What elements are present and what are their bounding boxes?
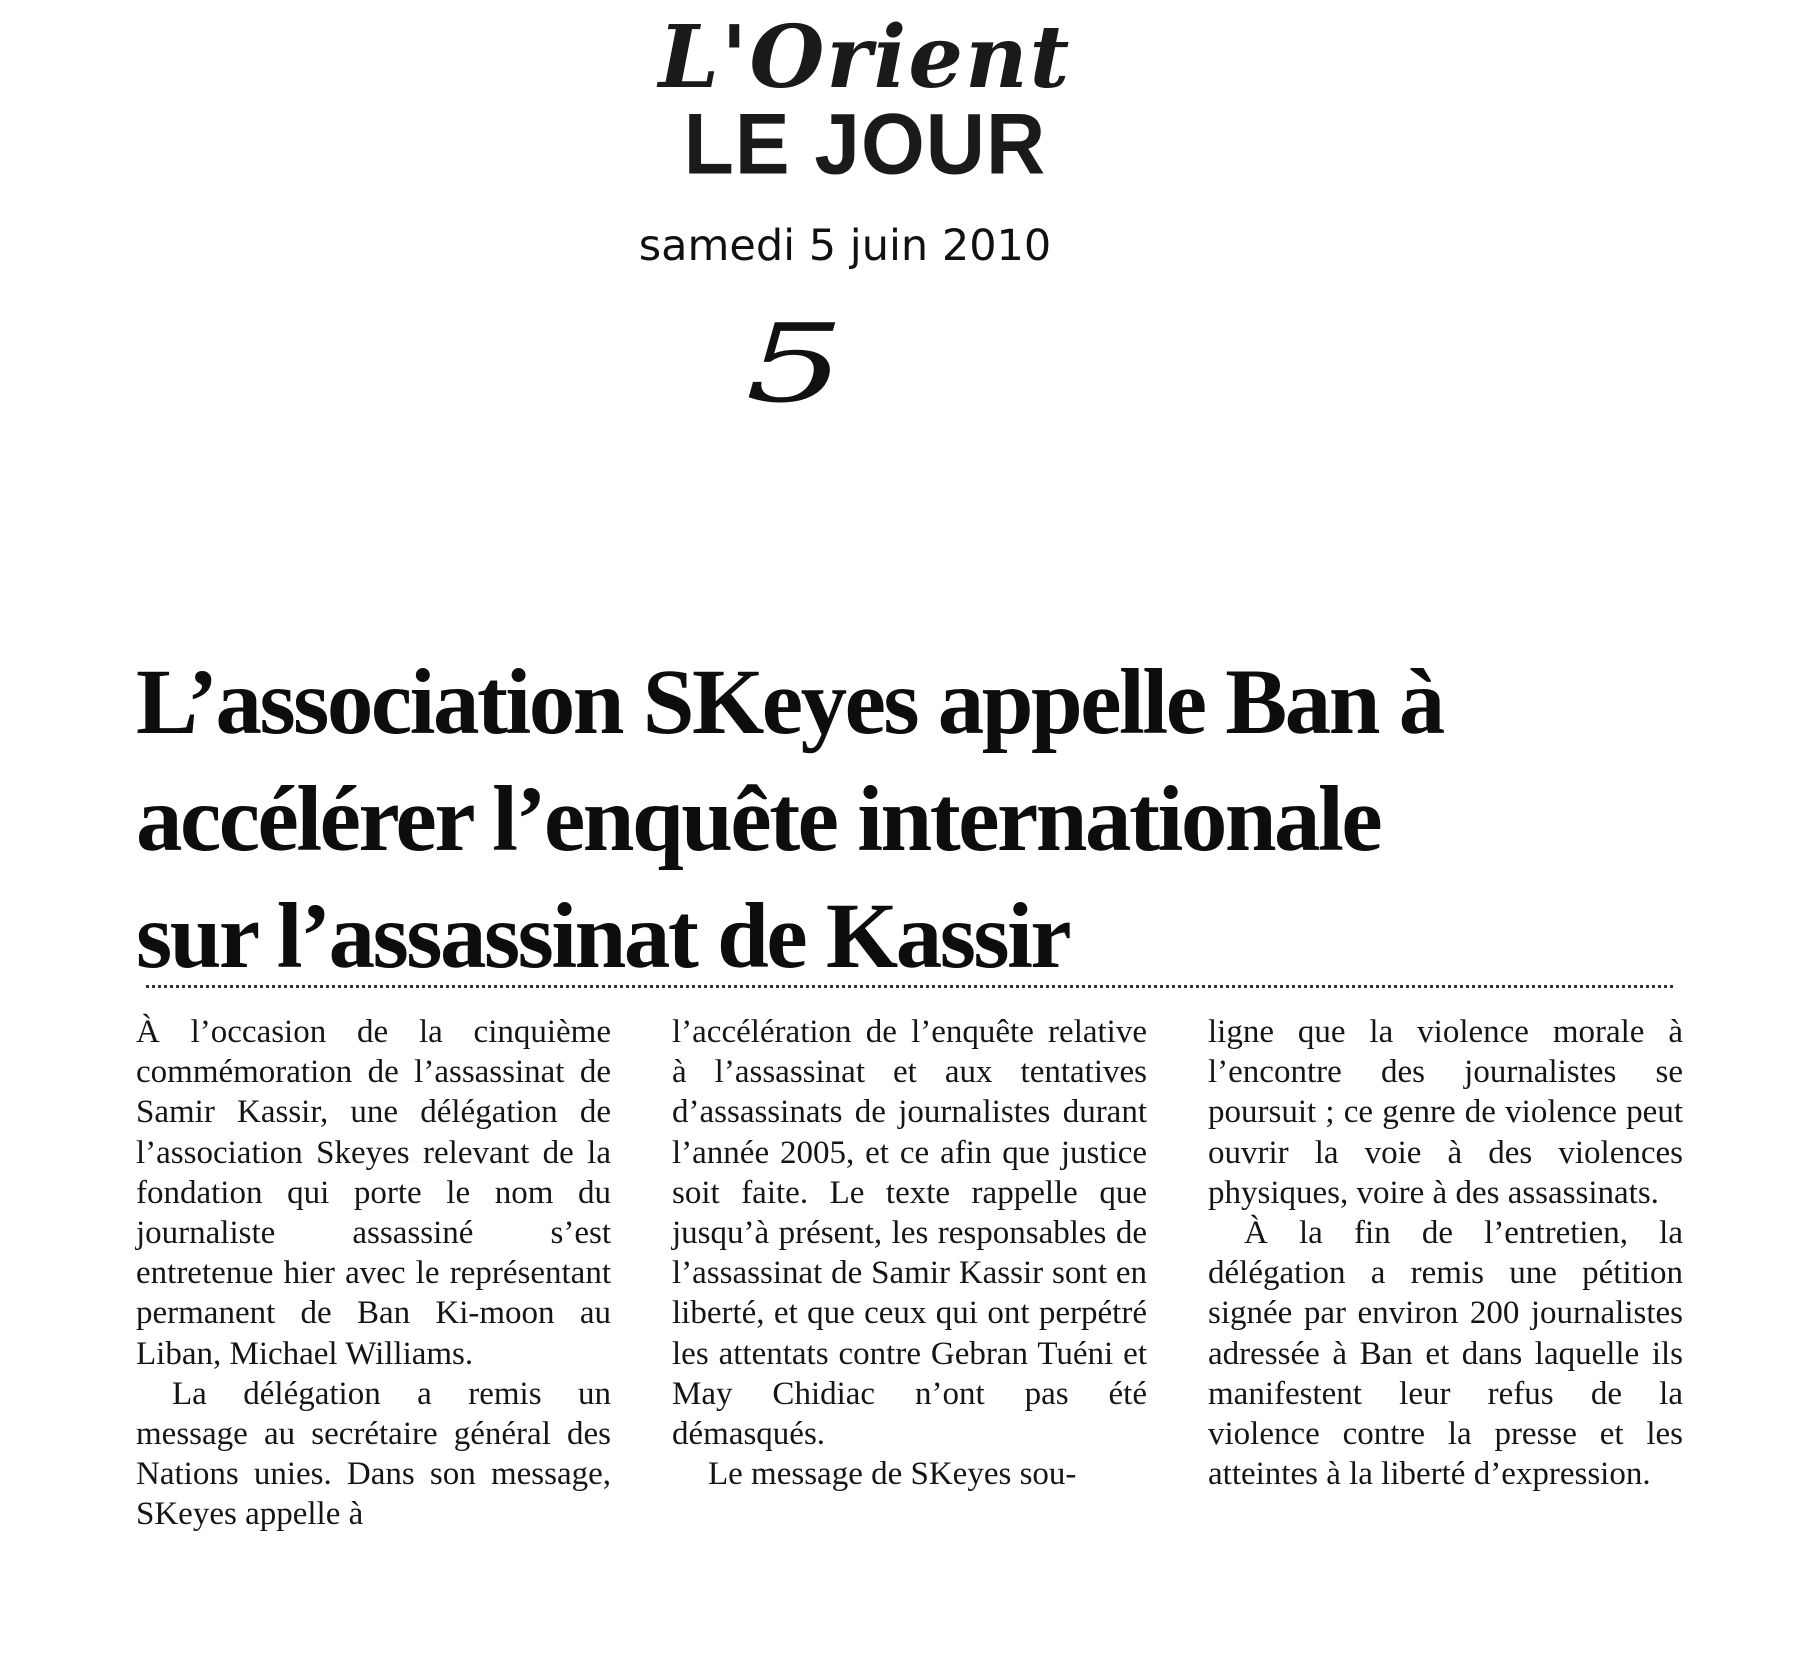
paragraph: l’accélération de l’enquête relative à l’assassinat et aux tentatives d’assassinats de journalistes durant l’année 2005, et ce afin que justice soit faite. Le texte rappelle que jusqu’à présent, les responsables de l’assassinat de Samir Kassir sont en liberté, et que ceux qui ont perpétré les attentats contre Gebran Tuéni et May Chidiac n’ont pas été démasqués.	[672, 1014, 1147, 1453]
article-column-1	[136, 1012, 611, 1535]
article-column-3	[1208, 1012, 1683, 1494]
page-number: 5	[745, 302, 845, 427]
article-column-2	[672, 1012, 1147, 1494]
newspaper-logo	[640, 7, 1090, 193]
paragraph: À l’occasion de la cinquième commémoration de l’assassinat de Samir Kassir, une délégation de l’association Skeyes relevant de la fondation qui porte le nom du journaliste assassiné s’est entretenue hier avec le représentant permanent de Ban Ki-moon au Liban, Michael Williams.	[136, 1014, 611, 1372]
article-headline	[136, 644, 1696, 995]
paragraph: ligne que la violence morale à l’encontre des journalistes se poursuit ; ce genre de violence peut ouvrir la voie à des violences physiques, voire à des assassinats.	[1208, 1014, 1683, 1211]
paragraph: Le message de SKeyes sou-	[708, 1456, 1077, 1493]
headline-line: accélérer l’enquête internationale	[136, 768, 1381, 871]
headline-line: L’association SKeyes appelle Ban à	[136, 651, 1443, 754]
logo-line-le-jour: LE JOUR	[683, 96, 1047, 193]
logo-line-orient: L'Orient	[658, 7, 1072, 108]
dotted-divider	[146, 985, 1673, 988]
headline-line: sur l’assassinat de Kassir	[136, 885, 1070, 988]
paragraph: La délégation a remis un message au secrétaire général des Nations unies. Dans son message, SKeyes appelle à	[136, 1375, 611, 1533]
publication-date: samedi 5 juin 2010	[638, 221, 1052, 271]
paragraph: À la fin de l’entretien, la délégation a remis une pétition signée par environ 200 journalistes adressée à Ban et dans laquelle ils manifestent leur refus de la violence contre la presse et les atteintes à la liberté d’expression.	[1208, 1215, 1683, 1493]
